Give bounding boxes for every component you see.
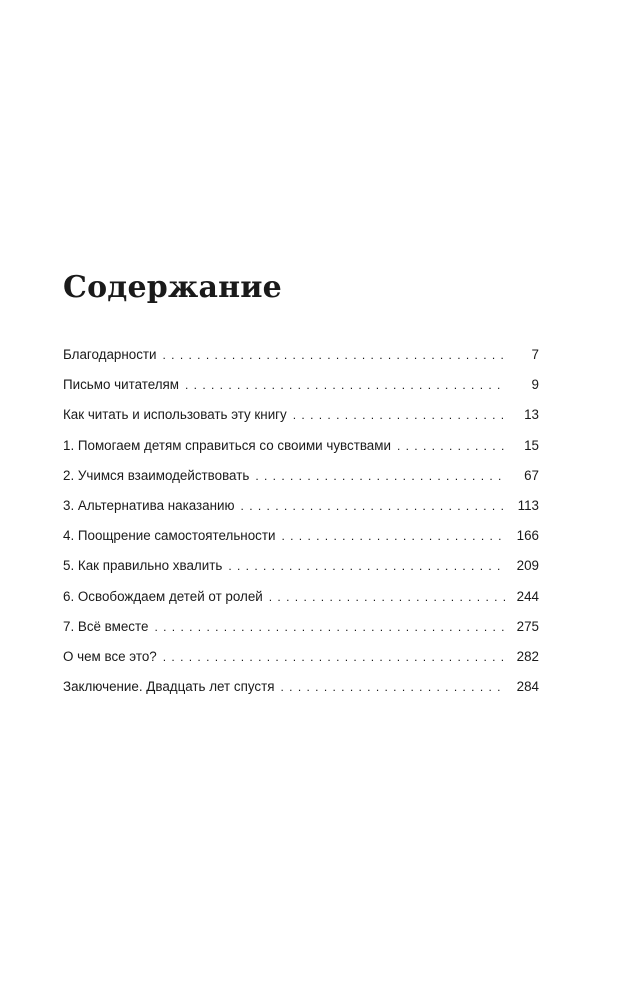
page-title: Содержание xyxy=(63,270,282,305)
toc-page-number: 275 xyxy=(516,618,539,634)
toc-page-number: 166 xyxy=(516,528,539,544)
toc-entry-label: 7. Всё вместе xyxy=(63,618,149,634)
toc-entry[interactable] xyxy=(63,589,539,619)
toc-entry-label: О чем все это? xyxy=(63,648,157,664)
toc-entry[interactable] xyxy=(63,619,539,649)
toc-dot-leader xyxy=(280,680,505,694)
toc-dot-leader xyxy=(281,529,505,543)
toc-dot-leader xyxy=(163,348,506,362)
toc-entry[interactable] xyxy=(63,407,539,437)
toc-page-number: 67 xyxy=(524,467,539,483)
toc-dot-leader xyxy=(163,650,505,664)
toc-dot-leader xyxy=(255,469,505,483)
toc-dot-leader xyxy=(241,499,505,513)
toc-entry[interactable] xyxy=(63,438,539,468)
toc-entry-label: Благодарности xyxy=(63,347,157,362)
toc-page-number: 284 xyxy=(516,679,539,695)
toc-page-number: 113 xyxy=(517,497,539,513)
toc-dot-leader xyxy=(269,590,505,604)
toc-page-number: 9 xyxy=(531,377,539,393)
toc-entry-label: 3. Альтернатива наказанию xyxy=(63,497,235,513)
toc-entry[interactable] xyxy=(63,558,539,588)
toc-entry-label: Как читать и использовать эту книгу xyxy=(63,407,287,423)
toc-entry-label: 4. Поощрение самостоятельности xyxy=(63,528,276,544)
toc-entry-label: Письмо читателям xyxy=(63,377,179,393)
toc-page-number: 7 xyxy=(531,347,539,362)
toc-entry[interactable] xyxy=(63,468,539,498)
toc-page-number: 282 xyxy=(516,648,539,664)
toc-entry-label: 2. Учимся взаимодействовать xyxy=(63,467,250,483)
toc-page-number: 13 xyxy=(524,407,539,423)
toc-entry[interactable] xyxy=(63,347,539,377)
toc-entry[interactable] xyxy=(63,498,539,528)
toc-entry[interactable] xyxy=(63,679,539,709)
toc-entry[interactable] xyxy=(63,377,539,407)
toc-entry-label: 6. Освобождаем детей от ролей xyxy=(63,588,263,604)
toc-dot-leader xyxy=(185,378,505,392)
toc-entry-label: 5. Как правильно хвалить xyxy=(63,558,223,574)
toc-dot-leader xyxy=(397,439,505,453)
toc-page-number: 244 xyxy=(516,588,539,604)
toc-page-number: 15 xyxy=(524,437,539,453)
toc-dot-leader xyxy=(293,408,505,422)
toc-page-number: 209 xyxy=(516,558,539,574)
toc-entry-label: Заключение. Двадцать лет спустя xyxy=(63,679,275,695)
toc-dot-leader xyxy=(228,559,505,573)
toc-dot-leader xyxy=(154,620,505,634)
toc-entry-label: 1. Помогаем детям справиться со своими чувствами xyxy=(63,437,391,453)
table-of-contents xyxy=(63,347,539,709)
toc-entry[interactable] xyxy=(63,528,539,558)
toc-entry[interactable] xyxy=(63,649,539,679)
